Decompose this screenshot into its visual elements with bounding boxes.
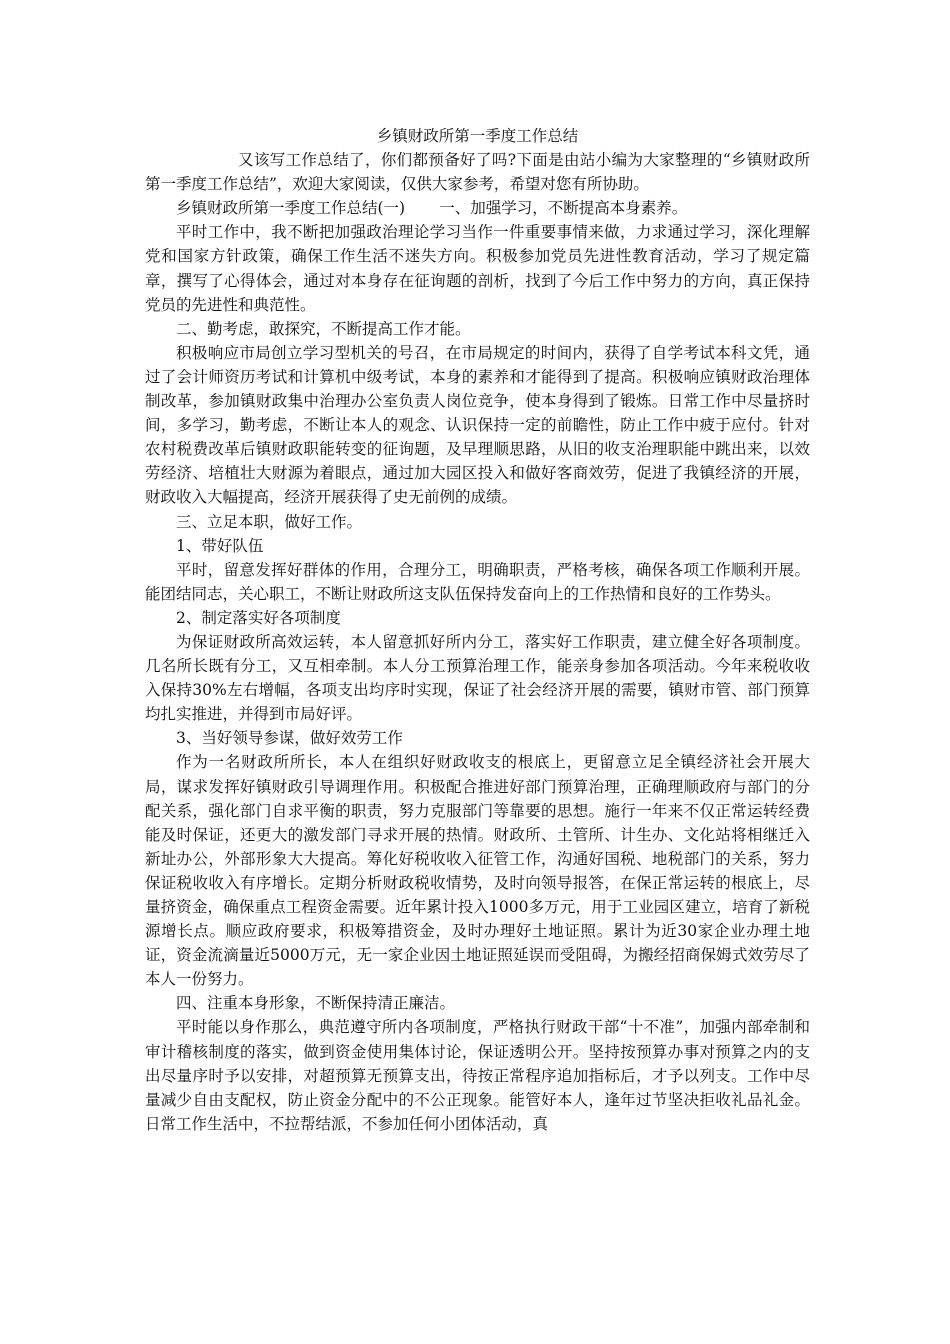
section-heading-line bbox=[145, 196, 810, 220]
subsection-heading: 3、当好领导参谋，做好效劳工作 bbox=[176, 729, 403, 748]
subsection-heading: 1、带好队伍 bbox=[176, 536, 264, 555]
body-paragraph: 平时能以身作那么，典范遵守所内各项制度，严格执行财政干部“十不准”，加强内部牵制和审计稽核制度的落实，做到资金使用集体讨论，保证透明公开。坚持按预算办事对预算之内的支出尽量序时予以安排，对超预算无预算支出，待按正常程序追加指标后，才予以列支。工作中尽量减少自由支配权，防止资金分配中的不公正现象。能管好本人，逢年过节坚决拒收礼品礼金。日常工作生活中，不拉帮结派，不参加任何小团体活动，真 bbox=[145, 1018, 810, 1133]
body-paragraph: 为保证财政所高效运转，本人留意抓好所内分工，落实好工作职责，建立健全好各项制度。几名所长既有分工，又互相牵制。本人分工预算治理工作，能亲身参加各项活动。今年来税收收入保持30%左右增幅，各项支出均序时实现，保证了社会经济开展的需要，镇财市管、部门预算均扎实推进，并得到市局好评。 bbox=[145, 632, 810, 724]
document-title: 乡镇财政所第一季度工作总结 bbox=[376, 127, 579, 145]
body-paragraph: 平时工作中，我不断把加强政治理论学习当作一件重要事情来做，力求通过学习，深化理解党和国家方针政策，确保工作生活不迷失方向。积极参加党员先进性教育活动，学习了规定篇章，撰写了心得体会，通过对本身存在征询题的剖析，找到了今后工作中努力的方向，真正保持党员的先进性和典范性。 bbox=[145, 223, 810, 314]
body-paragraph: 积极响应市局创立学习型机关的号召，在市局规定的时间内，获得了自学考试本科文凭，通过了会计师资历考试和计算机中级考试，本身的素养和才能得到了提高。积极响应镇财政治理体制改革，参加镇财政集中治理办公室负责人岗位竞争，使本身得到了锻炼。日常工作中尽量挤时间，多学习，勤考虑，不断让本人的观念、认识保持一定的前瞻性，防止工作中疲于应付。针对农村税费改革后镇财政职能转变的征询题，及早理顺思路，从旧的收支治理职能中跳出来，以效劳经济、培植壮大财源为着眼点，通过加大园区投入和做好客商效劳，促进了我镇经济的开展，财政收入大幅提高，经济开展获得了史无前例的成绩。 bbox=[145, 343, 810, 507]
section-heading: 二、勤考虑，敢探究，不断提高工作才能。 bbox=[176, 319, 471, 338]
body-paragraph: 平时，留意发挥好群体的作用，合理分工，明确职责，严格考核，确保各项工作顺利开展。能团结同志，关心职工，不断让财政所这支队伍保持发奋向上的工作热情和良好的工作势头。 bbox=[145, 560, 810, 603]
document-page bbox=[145, 124, 810, 1136]
intro-paragraph: 又该写工作总结了，你们都预备好了吗?下面是由站小编为大家整理的“乡镇财政所第一季度工作总结”，欢迎大家阅读，仅供大家参考，希望对您有所协助。 bbox=[145, 151, 810, 194]
body-paragraph: 作为一名财政所所长，本人在组织好财政收支的根底上，更留意立足全镇经济社会开展大局，谋求发挥好镇财政引导调理作用。积极配合推进好部门预算治理，正确理顺政府与部门的分配关系，强化部门自求平衡的职责，努力克服部门等靠要的思想。施行一年来不仅正常运转经费能及时保证，还更大的激发部门寻求开展的热情。财政所、土管所、计生办、文化站将相继迁入新址办公，外部形象大大提高。筹化好税收收入征管工作，沟通好国税、地税部门的关系，努力保证税收收入有序增长。定期分析财政税收情势，及时向领导报答，在保正常运转的根底上，尽量挤资金，确保重点工程资金需要。近年累计投入1000多万元，用于工业园区建立，培育了新税源增长点。顺应政府要求，积极筹措资金，及时办理好土地证照。累计为近30家企业办理土地证，资金流滴量近5000万元，无一家企业因土地证照延误而受阻碍，为搬经招商保姆式效劳尽了本人一份努力。 bbox=[145, 753, 810, 989]
subsection-heading: 2、制定落实好各项制度 bbox=[176, 608, 341, 627]
subtitle-left: 乡镇财政所第一季度工作总结(一) bbox=[176, 199, 406, 218]
section-heading: 四、注重本身形象，不断保持清正廉洁。 bbox=[176, 994, 456, 1013]
subtitle-right: 一、加强学习，不断提高本身素养。 bbox=[439, 199, 688, 218]
section-heading: 三、立足本职，做好工作。 bbox=[176, 512, 363, 531]
